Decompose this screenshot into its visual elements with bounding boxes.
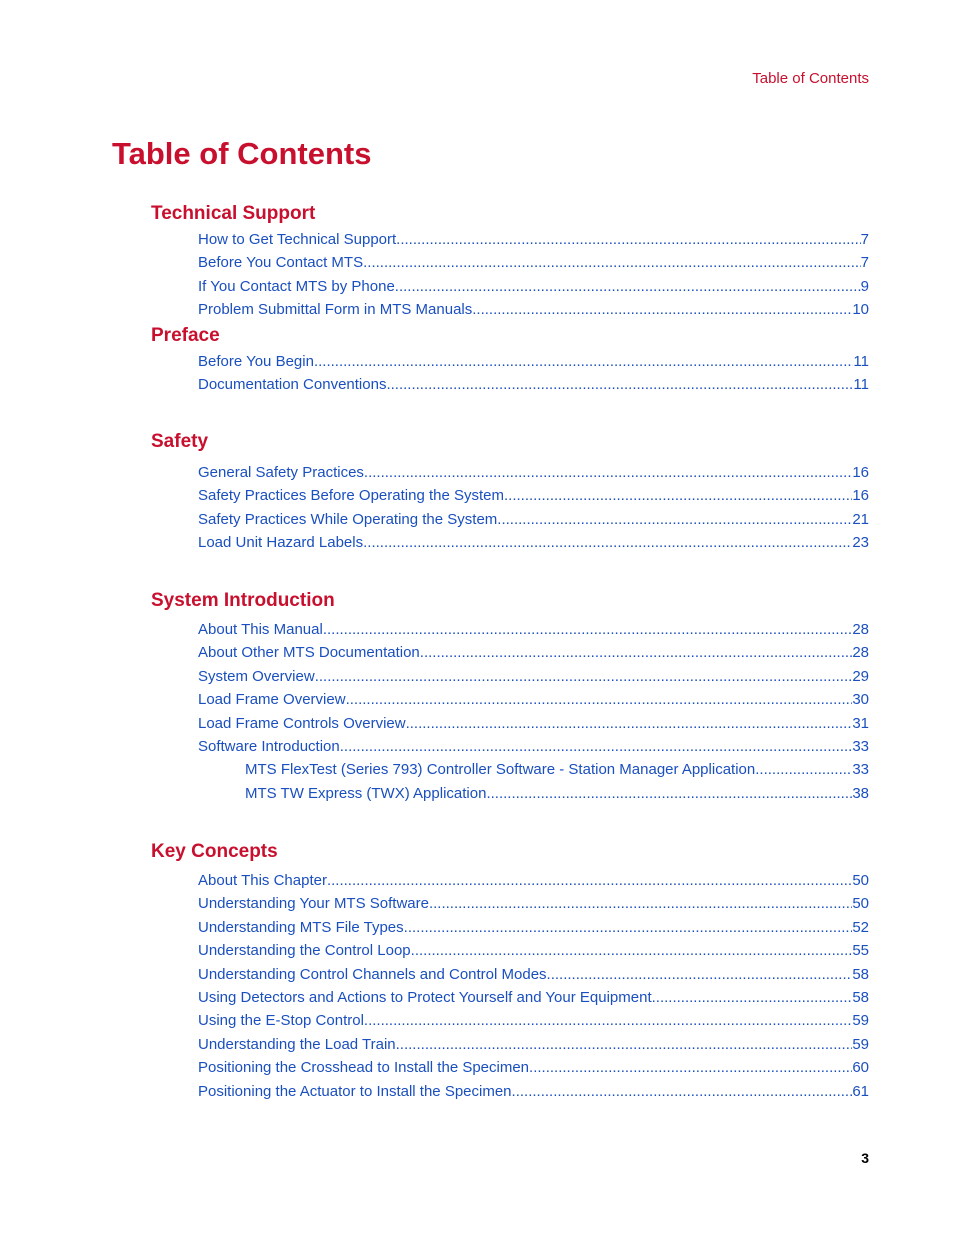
toc-entry-label: MTS FlexTest (Series 793) Controller Software - Station Manager Application xyxy=(245,761,756,779)
toc-entry-label: Before You Contact MTS xyxy=(198,254,364,272)
page-title: Table of Contents xyxy=(112,136,372,171)
dot-leader xyxy=(346,691,853,709)
toc-entry-link[interactable] xyxy=(198,1012,869,1030)
dot-leader xyxy=(504,487,852,505)
toc-entry-link[interactable] xyxy=(198,231,869,249)
toc-entry-link[interactable] xyxy=(198,464,869,482)
toc-entry-page: 7 xyxy=(860,231,869,248)
dot-leader xyxy=(364,464,852,482)
dot-leader xyxy=(363,534,852,552)
toc-entry-label: Before You Begin xyxy=(198,353,314,370)
toc-entry-page: 55 xyxy=(852,942,869,960)
dot-leader xyxy=(315,668,853,686)
toc-entry-page: 9 xyxy=(860,277,869,295)
section-title: Technical Support xyxy=(151,203,316,224)
toc-entry-label: Load Frame Controls Overview xyxy=(198,714,406,732)
dot-leader xyxy=(497,511,852,529)
toc-entry-link[interactable] xyxy=(198,487,869,505)
toc-entry-link[interactable] xyxy=(198,989,869,1007)
toc-entry-label: Understanding Control Channels and Control Modes xyxy=(198,965,547,983)
toc-entry-link[interactable] xyxy=(198,1083,869,1101)
toc-entry-label: About This Manual xyxy=(198,621,323,638)
toc-entry-link[interactable] xyxy=(198,966,869,984)
toc-entry-page: 38 xyxy=(852,784,869,802)
dot-leader xyxy=(411,942,853,960)
toc-entry-link[interactable] xyxy=(198,668,869,686)
toc-entry-page: 30 xyxy=(852,691,869,709)
toc-entry-label: Load Frame Overview xyxy=(198,691,346,709)
dot-leader xyxy=(386,376,853,394)
toc-entry-label: Positioning the Crosshead to Install the Specimen xyxy=(198,1059,530,1077)
toc-entry-link[interactable] xyxy=(198,511,869,529)
dot-leader xyxy=(314,353,853,371)
toc-entry-label: Understanding MTS File Types xyxy=(198,918,404,936)
toc-entry-link[interactable] xyxy=(198,738,869,756)
toc-entry-page: 33 xyxy=(852,761,869,779)
toc-entry-page: 16 xyxy=(852,487,869,505)
toc-entry-label: Positioning the Actuator to Install the Specimen xyxy=(198,1082,512,1100)
dot-leader xyxy=(755,761,852,779)
toc-entry-link[interactable] xyxy=(198,919,869,937)
toc-entry-label: Using the E-Stop Control xyxy=(198,1012,364,1030)
toc-entry-link[interactable] xyxy=(198,872,869,890)
toc-entry-page: 33 xyxy=(852,738,869,755)
toc-entry-label: Documentation Conventions xyxy=(198,376,387,394)
toc-entry-page: 31 xyxy=(852,714,869,732)
dot-leader xyxy=(327,872,852,890)
toc-entry-page: 29 xyxy=(852,667,869,685)
toc-entry-link[interactable] xyxy=(198,534,869,552)
toc-entry-link[interactable] xyxy=(198,254,869,272)
toc-entry-page: 28 xyxy=(852,621,869,638)
dot-leader xyxy=(396,231,860,249)
toc-entry-page: 59 xyxy=(852,1035,869,1053)
dot-leader xyxy=(420,644,853,662)
toc-entry-page: 28 xyxy=(852,644,869,662)
toc-entry-link[interactable] xyxy=(198,621,869,639)
toc-entry-page: 10 xyxy=(852,301,869,319)
running-header: Table of Contents xyxy=(752,70,869,87)
toc-entry-label: How to Get Technical Support xyxy=(198,231,397,248)
toc-entry-link[interactable] xyxy=(198,715,869,733)
toc-entry-label: Safety Practices Before Operating the System xyxy=(198,487,504,505)
toc-entry-link[interactable] xyxy=(198,353,869,371)
toc-entry-link[interactable] xyxy=(245,761,869,779)
toc-entry-link[interactable] xyxy=(198,644,869,662)
toc-entry-label: About This Chapter xyxy=(198,872,327,889)
toc-entry-label: Safety Practices While Operating the System xyxy=(198,510,498,528)
dot-leader xyxy=(396,1036,853,1054)
dot-leader xyxy=(652,989,853,1007)
toc-entry-link[interactable] xyxy=(198,1036,869,1054)
dot-leader xyxy=(363,254,861,272)
dot-leader xyxy=(486,785,852,803)
toc-entry-label: System Overview xyxy=(198,667,315,685)
section-title: Key Concepts xyxy=(151,841,278,862)
dot-leader xyxy=(547,966,853,984)
section-title: System Introduction xyxy=(151,590,335,611)
toc-entry-page: 60 xyxy=(852,1059,869,1077)
dot-leader xyxy=(512,1083,853,1101)
toc-entry-page: 11 xyxy=(853,353,869,370)
dot-leader xyxy=(406,715,853,733)
dot-leader xyxy=(429,895,852,913)
toc-entry-label: Using Detectors and Actions to Protect Yourself and Your Equipment xyxy=(198,989,652,1006)
toc-entry-page: 50 xyxy=(852,872,869,889)
toc-entry-label: Understanding the Control Loop xyxy=(198,942,411,960)
toc-entry-page: 52 xyxy=(852,918,869,936)
toc-entry-link[interactable] xyxy=(198,1059,869,1077)
toc-entry-label: Load Unit Hazard Labels xyxy=(198,534,364,552)
toc-entry-page: 16 xyxy=(852,464,869,481)
toc-entry-page: 50 xyxy=(852,895,869,913)
toc-entry-page: 7 xyxy=(860,254,869,272)
toc-entry-page: 58 xyxy=(852,965,869,983)
section-title: Safety xyxy=(151,431,209,452)
dot-leader xyxy=(472,301,852,319)
toc-entry-page: 61 xyxy=(852,1082,869,1100)
toc-entry-page: 58 xyxy=(852,989,869,1006)
toc-entry-page: 23 xyxy=(852,534,869,552)
toc-entry-label: About Other MTS Documentation xyxy=(198,644,420,662)
toc-entry-page: 59 xyxy=(852,1012,869,1030)
toc-entry-label: Problem Submittal Form in MTS Manuals xyxy=(198,301,473,319)
dot-leader xyxy=(395,278,861,296)
dot-leader xyxy=(364,1012,852,1030)
dot-leader xyxy=(323,621,853,639)
dot-leader xyxy=(529,1059,852,1077)
toc-entry-link[interactable] xyxy=(198,895,869,913)
toc-entry-label: Understanding the Load Train xyxy=(198,1035,396,1053)
toc-entry-link[interactable] xyxy=(198,691,869,709)
toc-entry-link[interactable] xyxy=(198,376,869,394)
section-title: Preface xyxy=(151,325,220,346)
toc-entry-page: 11 xyxy=(853,376,869,394)
toc-entry-link[interactable] xyxy=(198,942,869,960)
toc-entry-link[interactable] xyxy=(198,278,869,296)
dot-leader xyxy=(340,738,853,756)
toc-entry-label: General Safety Practices xyxy=(198,464,364,481)
toc-entry-link[interactable] xyxy=(245,785,869,803)
toc-entry-label: Software Introduction xyxy=(198,738,340,755)
page-number: 3 xyxy=(861,1150,869,1166)
toc-entry-link[interactable] xyxy=(198,301,869,319)
dot-leader xyxy=(404,919,853,937)
toc-entry-label: MTS TW Express (TWX) Application xyxy=(245,784,487,802)
toc-entry-label: If You Contact MTS by Phone xyxy=(198,277,395,295)
toc-entry-page: 21 xyxy=(852,510,869,528)
toc-entry-label: Understanding Your MTS Software xyxy=(198,895,429,913)
